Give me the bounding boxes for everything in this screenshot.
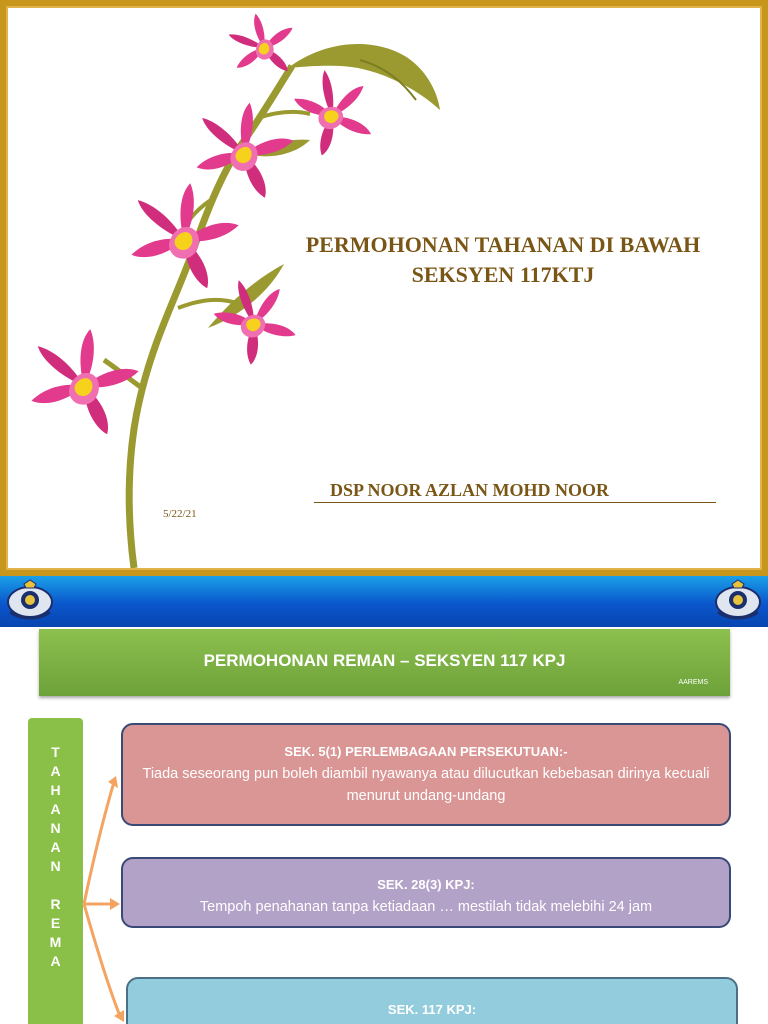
arrow-to-box-1 [84, 782, 114, 904]
law-box-1 [121, 723, 731, 826]
slide-tag: AAREMS [678, 679, 708, 686]
arrowhead-icon [110, 898, 120, 910]
vertical-label-text: T A H A N A N R E M A [49, 744, 62, 969]
presentation-title [248, 230, 758, 290]
content-slide [0, 576, 768, 1024]
law-box-1-body: Tiada seseorang pun boleh diambil nyawanya atau dilucutkan kebebasan dirinya kecuali menurut undang-undang [142, 766, 710, 804]
slide-date: 5/22/21 [163, 508, 197, 520]
title-line-1: PERMOHONAN TAHANAN DI BAWAH [305, 232, 701, 257]
slide-title: PERMOHONAN REMAN – SEKSYEN 117 KPJ [203, 651, 566, 670]
title-slide-canvas [6, 6, 762, 570]
law-box-3-heading: SEK. 117 KPJ: [387, 1002, 477, 1017]
law-box-2 [121, 857, 731, 928]
law-box-2-body: Tempoh penahanan tanpa ketiadaan … mestilah tidak melebihi 24 jam [199, 899, 653, 915]
law-box-3 [126, 977, 738, 1024]
title-line-2: SEKSYEN 117KTJ [411, 262, 595, 287]
law-box-1-heading: SEK. 5(1) PERLEMBAGAAN PERSEKUTUAN:- [284, 744, 568, 759]
law-box-2-heading: SEK. 28(3) KPJ: [377, 877, 475, 892]
author-name: DSP NOOR AZLAN MOHD NOOR [314, 480, 716, 503]
arrow-to-box-3 [84, 904, 120, 1016]
